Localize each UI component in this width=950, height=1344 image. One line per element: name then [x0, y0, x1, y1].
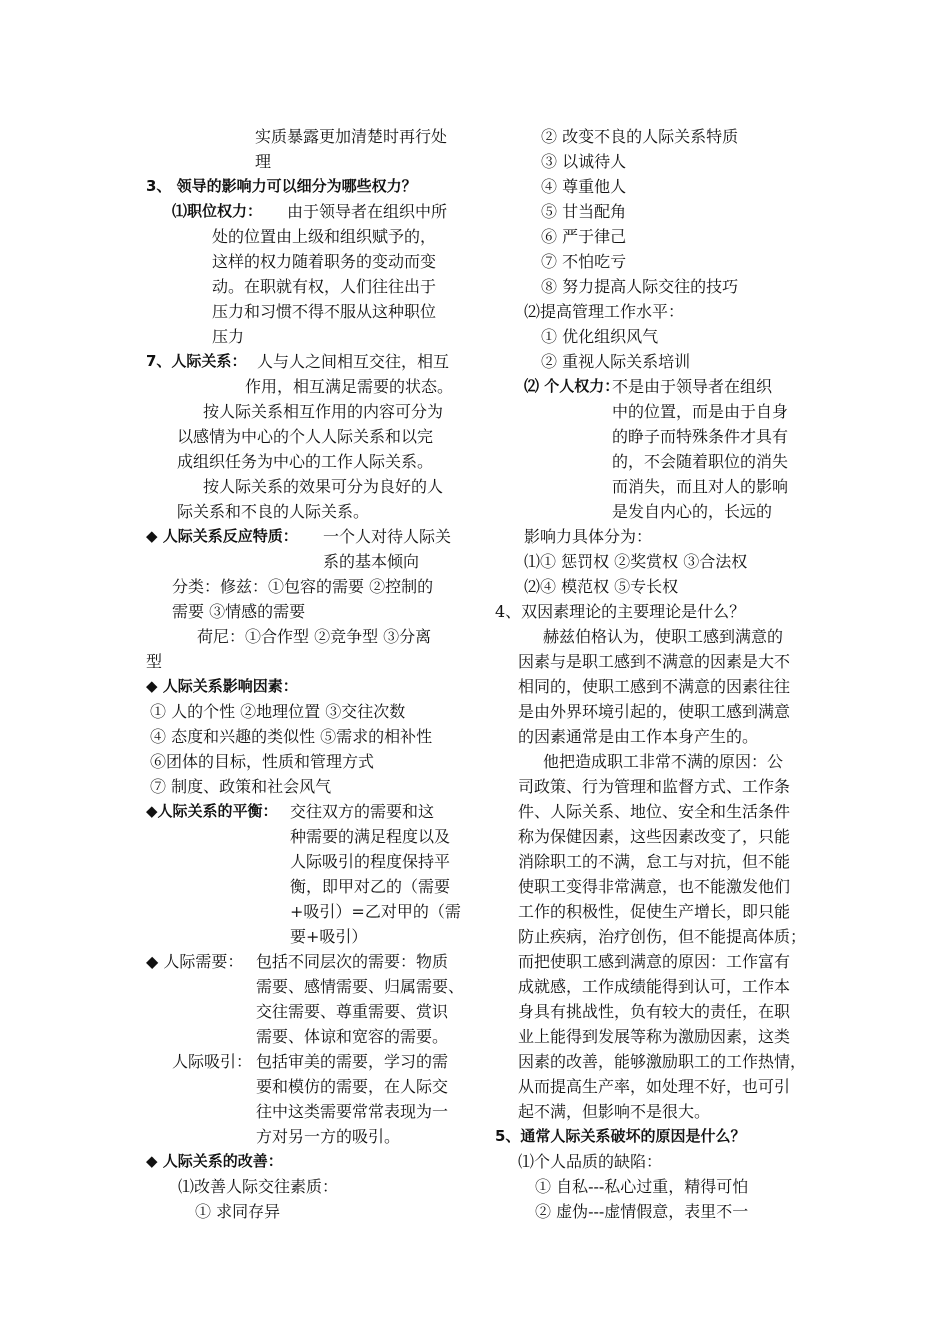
text-line: 压力 — [212, 327, 245, 346]
text-line: 要和模仿的需要，在人际交 — [256, 1077, 449, 1096]
text-line: ① 优化组织风气 — [541, 327, 659, 346]
text-line: 这样的权力随着职务的变动而变 — [212, 252, 437, 271]
term-label: ⑵ 个人权力： — [524, 377, 620, 395]
text-line: ② 虚伪---虚情假意，表里不一 — [535, 1202, 749, 1221]
text-line: 一个人对待人际关 — [323, 527, 452, 546]
bullet-heading: ◆ 人际关系反应特质： — [146, 527, 298, 545]
text-line: 处的位置由上级和组织赋予的， — [212, 227, 437, 246]
bullet-heading: ◆人际关系的平衡： — [146, 802, 278, 820]
text-line: ⑵提高管理工作水平： — [524, 302, 685, 321]
bullet-heading: ◆ 人际关系影响因素： — [146, 677, 298, 695]
text-line: 人际吸引的程度保持平 — [290, 852, 451, 871]
text-line: 的因素通常是由工作本身产生的。 — [518, 727, 759, 746]
text-line: 系的基本倾向 — [323, 552, 420, 571]
text-line: 而把使职工感到满意的原因：工作富有 — [518, 952, 791, 971]
text-line: ② 改变不良的人际关系特质 — [541, 127, 739, 146]
text-line: 理 — [255, 152, 272, 171]
text-line: 中的位置，而是由于自身 — [612, 402, 789, 421]
text-line: 交往需要、尊重需要、赏识 — [256, 1002, 449, 1021]
term-label: 7、人际关系： — [146, 352, 247, 370]
text-line: ④ 态度和兴趣的类似性 ⑤需求的相补性 — [150, 727, 433, 746]
text-line: 防止疾病，治疗创伤，但不能提高体质； — [518, 927, 807, 946]
text-line: 赫兹伯格认为，使职工感到满意的 — [543, 627, 784, 646]
text-line: 作用，相互满足需要的状态。 — [245, 377, 454, 396]
text-line: 影响力具体分为： — [524, 527, 653, 546]
text-line: 相同的，使职工感到不满意的因素往往 — [518, 677, 791, 696]
text-line: 需要、感情需要、归属需要、 — [256, 977, 465, 996]
text-line: 压力和习惯不得不服从这种职位 — [212, 302, 437, 321]
text-line: ⑤ 甘当配角 — [541, 202, 627, 221]
text-line: 际关系和不良的人际关系。 — [177, 502, 370, 521]
text-line: 需要 ③情感的需要 — [172, 602, 306, 621]
text-line: 动。在职就有权，人们往往出于 — [212, 277, 437, 296]
text-line: 衡，即甲对乙的（需要 — [290, 877, 451, 896]
text-line: 身具有挑战性，负有较大的责任，在职 — [518, 1002, 791, 1021]
question-heading: 3、 领导的影响力可以细分为哪些权力？ — [146, 177, 417, 195]
text-line: 的睁子而特殊条件才具有 — [612, 427, 789, 446]
text-line: +吸引）=乙对甲的（需 — [290, 902, 461, 921]
text-line: 因素与是职工感到不满意的因素是大不 — [518, 652, 791, 671]
text-line: 实质暴露更加清楚时再行处 — [255, 127, 448, 146]
text-line: 以感情为中心的个人人际关系和以完 — [177, 427, 434, 446]
text-line: ⑦ 不怕吃亏 — [541, 252, 627, 271]
text-line: 工作的积极性，促使生产增长，即只能 — [518, 902, 791, 921]
text-line: 成就感，工作成绩能得到认可，工作本 — [518, 977, 791, 996]
text-line: 使职工变得非常满意，也不能激发他们 — [518, 877, 791, 896]
term-label: ⑴职位权力： — [172, 202, 263, 220]
text-line: 司政策、行为管理和监督方式、工作条 — [518, 777, 791, 796]
text-line: ⑴① 惩罚权 ②奖赏权 ③合法权 — [524, 552, 748, 571]
text-line: 称为保健因素，这些因素改变了，只能 — [518, 827, 791, 846]
text-line: 业上能得到发展等称为激励因素，这类 — [518, 1027, 791, 1046]
text-line: 荷尼：①合作型 ②竞争型 ③分离 — [197, 627, 432, 646]
text-line: ⑴个人品质的缺陷： — [518, 1152, 663, 1171]
text-line: 分类：修兹：①包容的需要 ②控制的 — [172, 577, 434, 596]
text-line: ② 重视人际关系培训 — [541, 352, 691, 371]
text-line: 需要、体谅和宽容的需要。 — [256, 1027, 449, 1046]
text-line: 由于领导者在组织中所 — [287, 202, 448, 221]
text-line: 往中这类需要常常表现为一 — [256, 1102, 449, 1121]
text-line: 消除职工的不满，怠工与对抗，但不能 — [518, 852, 791, 871]
text-line: ① 求同存异 — [195, 1202, 281, 1221]
text-line: 人与人之间相互交往，相互 — [257, 352, 450, 371]
text-line: ③ 以诚待人 — [541, 152, 627, 171]
text-line: 是发自内心的，长远的 — [612, 502, 773, 521]
text-line: 成组织任务为中心的工作人际关系。 — [177, 452, 434, 471]
text-line: 他把造成职工非常不满的原因：公 — [543, 752, 784, 771]
text-line: 种需要的满足程度以及 — [290, 827, 451, 846]
term-label: 人际吸引： — [172, 1052, 253, 1071]
text-line: ⑵④ 模范权 ⑤专长权 — [524, 577, 679, 596]
text-line: ① 人的个性 ②地理位置 ③交往次数 — [150, 702, 406, 721]
text-line: ⑧ 努力提高人际交往的技巧 — [541, 277, 739, 296]
text-line: 从而提高生产率，如处理不好，也可引 — [518, 1077, 791, 1096]
text-line: ① 自私---私心过重，精得可怕 — [535, 1177, 749, 1196]
text-line: 件、人际关系、地位、安全和生活条件 — [518, 802, 791, 821]
text-line: 包括审美的需要，学习的需 — [256, 1052, 449, 1071]
text-line: ⑥ 严于律己 — [541, 227, 627, 246]
text-line: 型 — [146, 652, 163, 671]
text-line: 要+吸引） — [290, 927, 368, 946]
text-line: 按人际关系相互作用的内容可分为 — [203, 402, 444, 421]
question-heading: 4、双因素理论的主要理论是什么？ — [495, 602, 746, 621]
text-line: ⑥团体的目标，性质和管理方式 — [150, 752, 375, 771]
text-line: 不是由于领导者在组织 — [612, 377, 773, 396]
text-line: 交往双方的需要和这 — [290, 802, 435, 821]
bullet-heading: ◆ 人际关系的改善： — [146, 1152, 283, 1170]
text-line: 方对另一方的吸引。 — [256, 1127, 401, 1146]
text-line: 而消失，而且对人的影响 — [612, 477, 789, 496]
text-line: 起不满，但影响不是很大。 — [518, 1102, 711, 1121]
bullet-label: ◆ 人际需要： — [146, 952, 244, 971]
text-line: ⑦ 制度、政策和社会风气 — [150, 777, 332, 796]
text-line: ④ 尊重他人 — [541, 177, 627, 196]
question-heading: 5、通常人际关系破坏的原因是什么？ — [495, 1127, 746, 1145]
text-line: 是由外界环境引起的，使职工感到满意 — [518, 702, 791, 721]
text-line: 的，不会随着职位的消失 — [612, 452, 789, 471]
text-line: 包括不同层次的需要：物质 — [256, 952, 449, 971]
text-line: 按人际关系的效果可分为良好的人 — [203, 477, 444, 496]
text-line: ⑴改善人际交往素质： — [178, 1177, 339, 1196]
text-line: 因素的改善，能够激励职工的工作热情， — [518, 1052, 807, 1071]
